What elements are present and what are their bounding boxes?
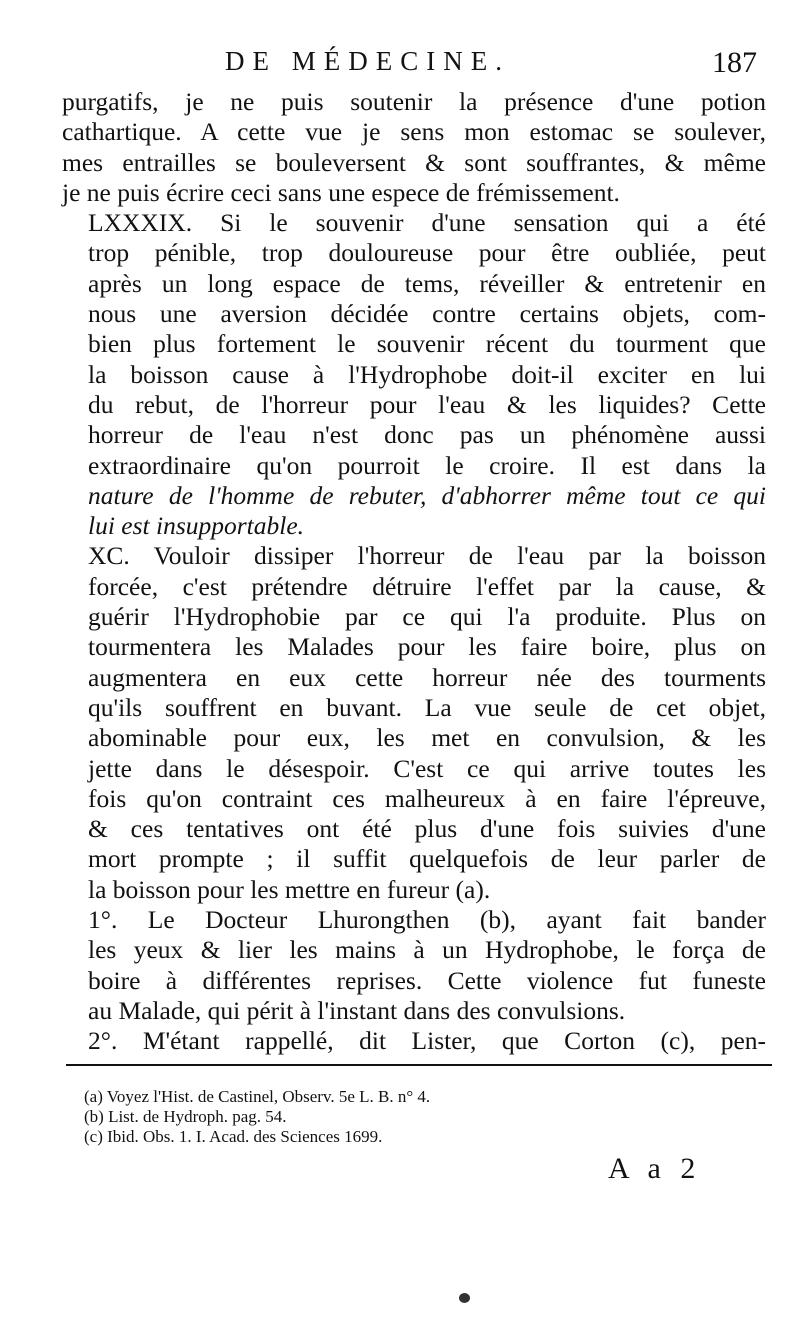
footnote-b: (b) List. de Hydroph. pag. 54. <box>84 1107 287 1126</box>
text-line: lui est insupportable. <box>88 511 305 541</box>
text-line: XC. Vouloir dissiper l'horreur de l'eau par la boisson <box>88 541 766 571</box>
paragraph-lxxxix <box>62 208 766 541</box>
text-line: tourmentera les Malades pour les faire boire, plus on <box>88 632 766 662</box>
paragraph-xc <box>62 541 766 905</box>
text-line: forcée, c'est prétendre détruire l'effet par la cause, & <box>88 571 766 601</box>
footnotes <box>84 1087 644 1147</box>
paragraph-case-1 <box>62 905 766 1026</box>
text-line: boire à différentes reprises. Cette violence fut funeste <box>88 965 766 995</box>
text-line: guérir l'Hydrophobie par ce qui l'a produite. Plus on <box>88 602 766 632</box>
text-line: extraordinaire qu'on pourroit le croire. Il est dans la <box>88 450 766 480</box>
text-line: après un long espace de tems, réveiller & entretenir en <box>88 268 766 298</box>
text-line: abominable pour eux, les met en convulsion, & les <box>88 723 766 753</box>
paragraph-case-2 <box>62 1026 766 1056</box>
text-line: & ces tentatives ont été plus d'une fois suivies d'une <box>88 814 766 844</box>
page-number: 187 <box>712 46 757 79</box>
text-line: mes entrailles se bouleversent & sont souffrantes, & même <box>62 147 766 177</box>
text-line: bien plus fortement le souvenir récent du tourment que <box>88 329 766 359</box>
footnote-rule <box>66 1064 772 1066</box>
text-line: qu'ils souffrent en buvant. La vue seule de cet objet, <box>88 692 766 722</box>
text-line: cathartique. A cette vue je sens mon estomac se soulever, <box>62 117 766 147</box>
text-line: nous une aversion décidée contre certains objets, com- <box>88 299 766 329</box>
text-line: 1°. Le Docteur Lhurongthen (b), ayant fait bander <box>88 905 766 935</box>
running-title: DE MÉDECINE. <box>225 46 510 76</box>
text-line: du rebut, de l'horreur pour l'eau & les liquides? Cette <box>88 389 766 419</box>
running-head <box>0 46 800 86</box>
text-line: augmentera en eux cette horreur née des tourments <box>88 662 766 692</box>
text-line: la boisson pour les mettre en fureur (a). <box>88 874 491 904</box>
ink-spot <box>459 1293 470 1303</box>
text-line: trop pénible, trop douloureuse pour être oubliée, peut <box>88 238 766 268</box>
paragraph-continued <box>62 87 766 208</box>
text-line: jette dans le désespoir. C'est ce qui arrive toutes les <box>88 753 766 783</box>
text-line: LXXXIX. Si le souvenir d'une sensation qui a été <box>88 208 766 238</box>
text-line: les yeux & lier les mains à un Hydrophobe, le força de <box>88 935 766 965</box>
footnote-c: (c) Ibid. Obs. 1. I. Acad. des Sciences 1699. <box>84 1127 383 1146</box>
text-line: nature de l'homme de rebuter, d'abhorrer même tout ce qui <box>88 480 766 510</box>
text-line: la boisson cause à l'Hydrophobe doit-il exciter en lui <box>88 359 766 389</box>
text-line: purgatifs, je ne puis soutenir la présence d'une potion <box>62 87 766 116</box>
text-line: au Malade, qui périt à l'instant dans des convulsions. <box>88 995 626 1025</box>
footnote-a: (a) Voyez l'Hist. de Castinel, Observ. 5e L. B. n° 4. <box>84 1087 431 1106</box>
main-text <box>62 87 766 1057</box>
text-line: horreur de l'eau n'est donc pas un phénomène aussi <box>88 420 766 450</box>
text-line: je ne puis écrire ceci sans une espece de frémissement. <box>62 177 620 207</box>
text-line: fois qu'on contraint ces malheureux à en faire l'épreuve, <box>88 783 766 813</box>
text-line: mort prompte ; il suffit quelquefois de leur parler de <box>88 844 766 874</box>
signature-mark: A a 2 <box>608 1152 702 1185</box>
text-line: 2°. M'étant rappellé, dit Lister, que Corton (c), pen- <box>88 1026 766 1056</box>
